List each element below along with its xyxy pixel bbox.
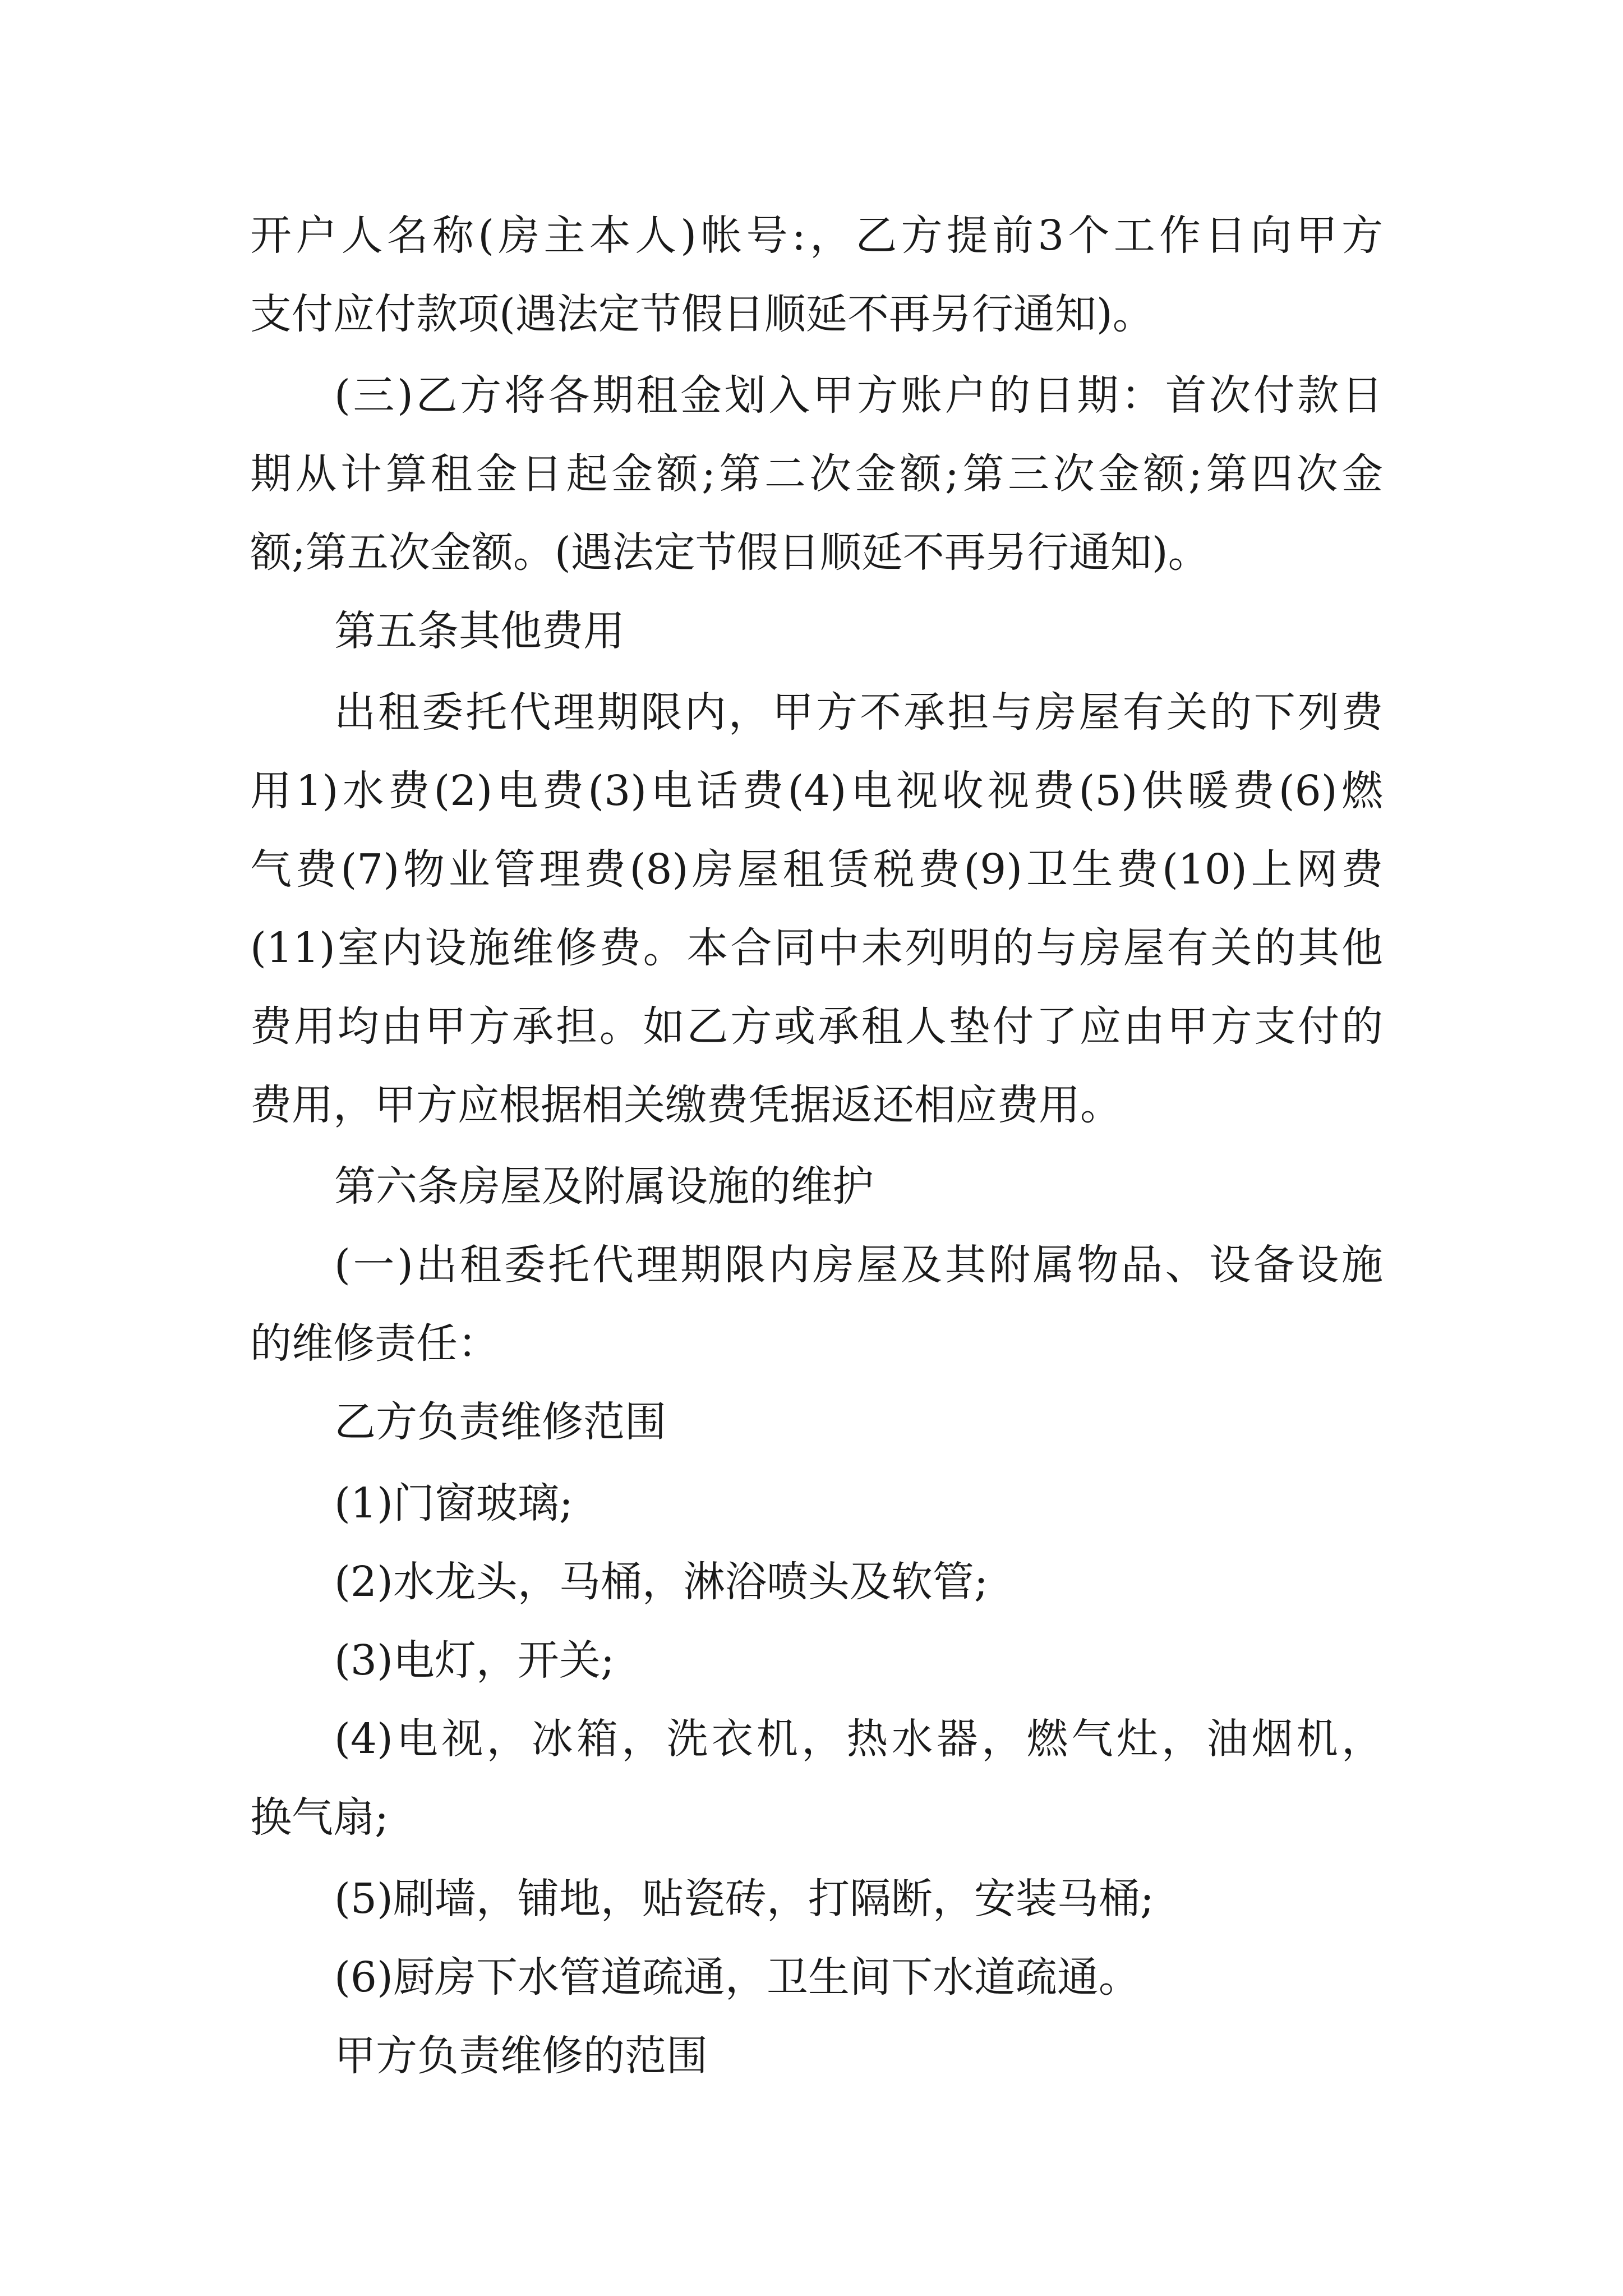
section-heading: 第五条其他费用	[334, 607, 625, 655]
text-line: (一)出租委托代理期限内房屋及其附属物品、设备设施	[334, 1241, 1383, 1289]
section-heading: 第六条房屋及附属设施的维护	[334, 1162, 874, 1211]
list-item: (6)厨房下水管道疏通，卫生间下水道疏通。	[334, 1953, 1140, 2001]
list-item: (1)门窗玻璃;	[334, 1479, 573, 1527]
text-line: 额;第五次金额。(遇法定节假日顺延不再另行通知)。	[250, 528, 1210, 577]
list-item-continuation: 换气扇;	[250, 1793, 389, 1842]
subheading: 乙方负责维修范围	[334, 1398, 666, 1446]
list-item: (4)电视，冰箱，洗衣机，热水器，燃气灶，油烟机，	[334, 1715, 1383, 1763]
list-item: (5)刷墙，铺地，贴瓷砖，打隔断，安装马桶;	[334, 1875, 1154, 1923]
text-line: (11)室内设施维修费。本合同中未列明的与房屋有关的其他	[250, 924, 1383, 972]
text-line: 出租委托代理期限内，甲方不承担与房屋有关的下列费	[334, 688, 1383, 737]
text-line: 期从计算租金日起金额;第二次金额;第三次金额;第四次金	[250, 450, 1383, 498]
text-line: 开户人名称(房主本人)帐号:，乙方提前3个工作日向甲方	[250, 211, 1383, 260]
subheading: 甲方负责维修的范围	[334, 2032, 708, 2080]
text-line: 气费(7)物业管理费(8)房屋租赁税费(9)卫生费(10)上网费	[250, 845, 1383, 894]
text-line: 的维修责任：	[250, 1319, 499, 1368]
text-line: 支付应付款项(遇法定节假日顺延不再另行通知)。	[250, 290, 1154, 338]
text-line: 费用均由甲方承担。如乙方或承租人垫付了应由甲方支付的	[250, 1002, 1383, 1051]
text-line: 用1)水费(2)电费(3)电话费(4)电视收视费(5)供暖费(6)燃	[250, 767, 1383, 815]
text-line: (三)乙方将各期租金划入甲方账户的日期：首次付款日	[334, 371, 1383, 420]
text-line: 费用，甲方应根据相关缴费凭据返还相应费用。	[250, 1081, 1122, 1129]
list-item: (2)水龙头，马桶，淋浴喷头及软管;	[334, 1558, 988, 1606]
list-item: (3)电灯，开关;	[334, 1636, 615, 1685]
